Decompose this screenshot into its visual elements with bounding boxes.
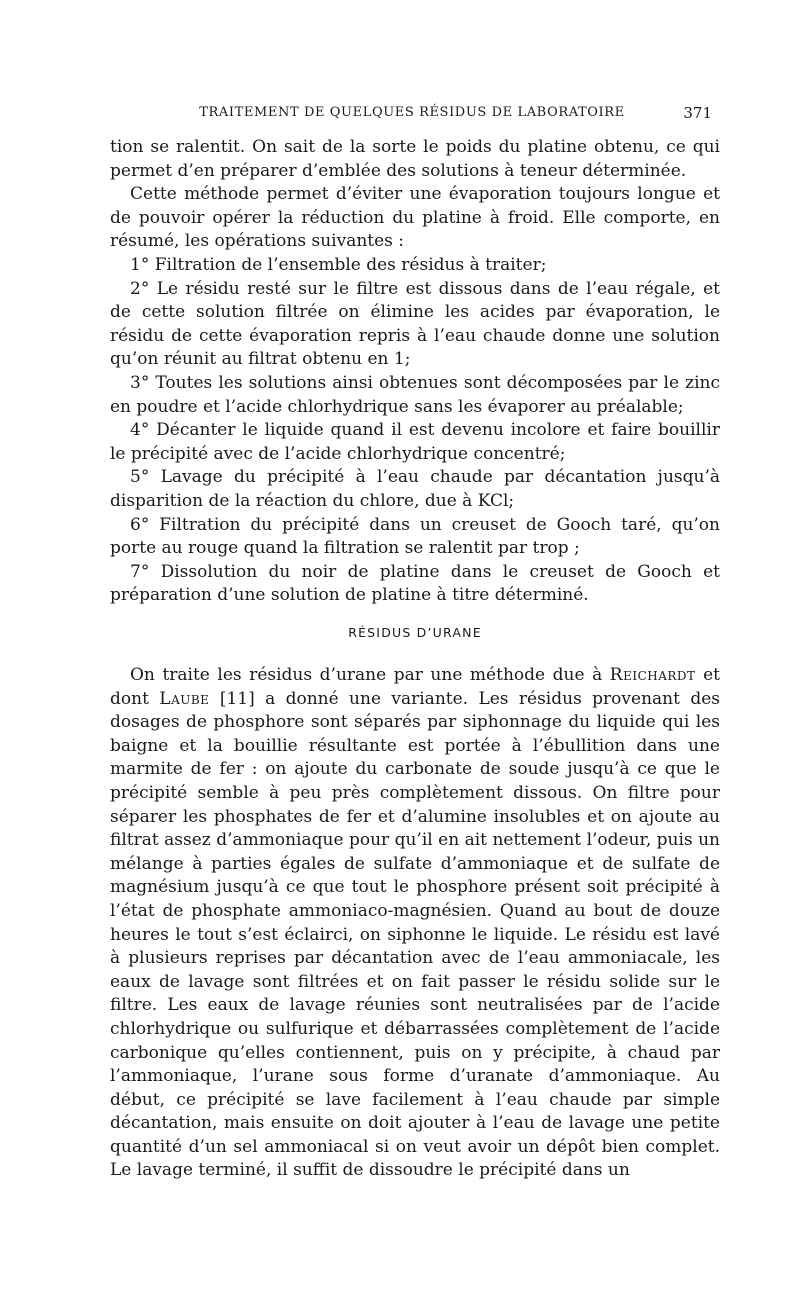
uranium-section-text xyxy=(110,664,720,1183)
step-6: 6° Filtration du précipité dans un creuset de Gooch taré, qu’on porte au rouge quand la filtration se ralentit par trop ; xyxy=(110,514,720,559)
running-title: TRAITEMENT DE QUELQUES RÉSIDUS DE LABORATOIRE xyxy=(199,105,625,120)
author-reichardt: Reichardt xyxy=(609,665,696,685)
step-2: 2° Le résidu resté sur le filtre est dissous dans de l’eau régale, et de cette solution filtrée on élimine les acides par évaporation, le résidu de cette évaporation repris à l’eau chaude donne une solution qu’on réunit au filtrat obtenu en 1; xyxy=(110,278,720,370)
step-4: 4° Décanter le liquide quand il est devenu incolore et faire bouillir le précipité avec de l’acide chlorhydrique concentré; xyxy=(110,420,720,464)
platinum-procedure-text xyxy=(110,136,720,608)
method-paragraph: Cette méthode permet d’éviter une évaporation toujours longue et de pouvoir opérer la réduction du platine à froid. Elle comporte, en résumé, les opérations suivantes : xyxy=(110,184,720,252)
paragraph-mid: et dont xyxy=(110,665,720,709)
paragraph-start: On traite les résidus d’urane par une méthode due à xyxy=(130,665,610,685)
paragraph-rest: [11] a donné une variante. Les résidus provenant des dosages de phosphore sont séparés par siphonnage du liquide qui les baigne et la bouillie résultante est portée à l’ébullition dans une marmite de fer : on ajoute du carbonate de soude jusqu’à ce que le précipité semble à peu près complètement dissous. On filtre pour séparer les phosphates de fer et d’alumine insolubles et on ajoute au filtrat assez d’ammoniaque pour qu’il en ait nettement l’odeur, puis un mélange à parties égales de sulfate d’ammoniaque et de sulfate de magnésium jusqu’à ce que tout le phosphore présent soit précipité à l’état de phosphate ammoniaco-magnésien. Quand au bout de douze heures le tout s’est éclairci, on siphonne le liquide. Le résidu est lavé à plusieurs reprises par décantation avec de l’eau ammoniacale, les eaux de lavage sont filtrées et on fait passer le résidu solide sur le filtre. Les eaux de lavage réunies sont neutralisées par de l’acide chlorhydrique ou sulfurique et débarrassées complètement de l’acide carbonique qu’elles contiennent, puis on y précipite, à chaud par l’ammoniaque, l’urane sous forme d’uranate d’ammoniaque. Au début, ce précipité se lave facilement à l’eau chaude par simple décantation, mais ensuite on doit ajouter à l’eau de lavage une petite quantité d’un sel ammoniacal si on veut avoir un dépôt bien complet. Le lavage terminé, il suffit de dissoudre le précipité dans un xyxy=(110,688,720,1181)
author-laube: Laube xyxy=(159,688,210,709)
running-header xyxy=(112,102,712,124)
step-3: 3° Toutes les solutions ainsi obtenues sont décomposées par le zinc en poudre et l’acide chlorhydrique sans les évaporer au préalable; xyxy=(110,372,720,417)
step-1: 1° Filtration de l’ensemble des résidus à traiter; xyxy=(130,254,547,275)
section-heading: RÉSIDUS D’URANE xyxy=(348,625,482,640)
step-7: 7° Dissolution du noir de platine dans le creuset de Gooch et préparation d’une solution de platine à titre déterminé. xyxy=(110,561,720,606)
step-5: 5° Lavage du précipité à l’eau chaude par décantation jusqu’à disparition de la réaction du chlore, due à KCl; xyxy=(110,467,720,511)
page-number: 371 xyxy=(683,104,712,122)
continuation-paragraph: tion se ralentit. On sait de la sorte le poids du platine obtenu, ce qui permet d’en préparer d’emblée des solutions à teneur déterminée. xyxy=(110,137,720,181)
uranium-paragraph xyxy=(110,664,720,1183)
